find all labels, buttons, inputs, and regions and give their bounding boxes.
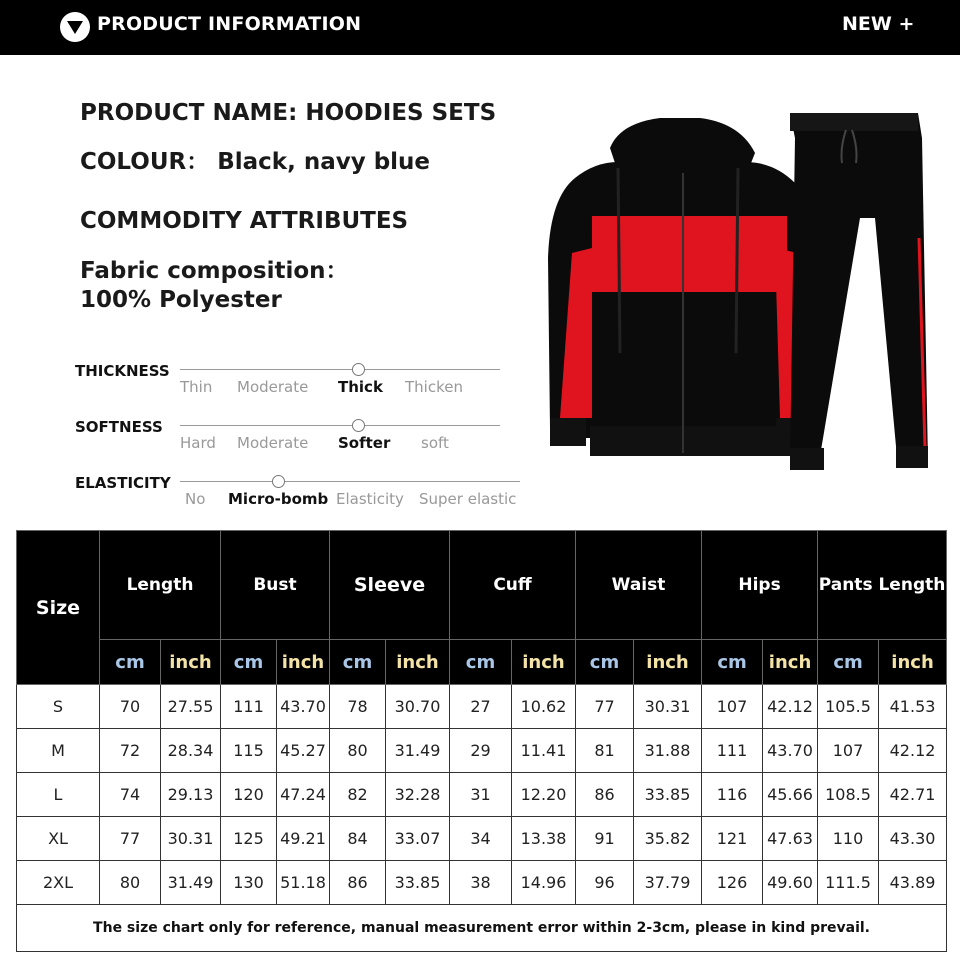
table-cell: 110 <box>818 817 879 861</box>
table-cell: 115 <box>221 729 277 773</box>
table-cell: 41.53 <box>879 685 947 729</box>
slider-option: Thicken <box>405 378 463 396</box>
unit-cm-header: cm <box>100 640 161 685</box>
size-column-header: Size <box>17 531 100 685</box>
size-cell: 2XL <box>17 861 100 905</box>
table-cell: 108.5 <box>818 773 879 817</box>
new-link[interactable]: NEW + <box>842 13 915 35</box>
size-cell: S <box>17 685 100 729</box>
table-cell: 126 <box>702 861 763 905</box>
unit-cm-header: cm <box>330 640 386 685</box>
slider-option: Micro-bomb <box>228 490 329 508</box>
slider-label: SOFTNESS <box>75 418 163 436</box>
table-cell: 77 <box>100 817 161 861</box>
slider-knob <box>352 363 365 376</box>
table-cell: 72 <box>100 729 161 773</box>
table-cell: 29 <box>450 729 512 773</box>
table-cell: 45.27 <box>277 729 330 773</box>
table-cell: 74 <box>100 773 161 817</box>
size-cell: M <box>17 729 100 773</box>
table-cell: 43.89 <box>879 861 947 905</box>
measurement-column-header: Hips <box>702 531 818 640</box>
table-cell: 27.55 <box>161 685 221 729</box>
table-cell: 107 <box>702 685 763 729</box>
unit-inch-header: inch <box>879 640 947 685</box>
table-cell: 81 <box>576 729 634 773</box>
measurement-column-header: Pants Length <box>818 531 947 640</box>
slider-option: Super elastic <box>419 490 517 508</box>
table-row <box>17 685 947 729</box>
table-cell: 43.70 <box>277 685 330 729</box>
table-cell: 51.18 <box>277 861 330 905</box>
hoodie-illustration <box>548 118 818 456</box>
table-cell: 80 <box>330 729 386 773</box>
fabric-label: Fabric composition： <box>80 258 349 284</box>
product-colour: COLOUR： Black, navy blue <box>80 149 431 175</box>
table-cell: 111 <box>702 729 763 773</box>
unit-inch-header: inch <box>512 640 576 685</box>
unit-inch-header: inch <box>277 640 330 685</box>
slider-track <box>180 481 520 482</box>
table-cell: 37.79 <box>634 861 702 905</box>
table-cell: 91 <box>576 817 634 861</box>
table-cell: 86 <box>576 773 634 817</box>
unit-cm-header: cm <box>702 640 763 685</box>
slider-option: Elasticity <box>336 490 404 508</box>
product-name: PRODUCT NAME: HOODIES SETS <box>80 100 497 126</box>
table-cell: 116 <box>702 773 763 817</box>
table-cell: 31 <box>450 773 512 817</box>
attributes-title: COMMODITY ATTRIBUTES <box>80 208 409 234</box>
pants-illustration <box>790 113 928 470</box>
measurement-column-header: Cuff <box>450 531 576 640</box>
slider-option: Hard <box>180 434 216 452</box>
table-cell: 45.66 <box>763 773 818 817</box>
unit-cm-header: cm <box>450 640 512 685</box>
fabric-value: 100% Polyester <box>80 287 282 313</box>
table-cell: 77 <box>576 685 634 729</box>
table-cell: 43.70 <box>763 729 818 773</box>
unit-inch-header: inch <box>634 640 702 685</box>
table-cell: 78 <box>330 685 386 729</box>
table-cell: 42.12 <box>879 729 947 773</box>
table-cell: 130 <box>221 861 277 905</box>
table-cell: 49.21 <box>277 817 330 861</box>
tracksuit-image <box>540 108 930 473</box>
slider-track <box>180 369 500 370</box>
unit-cm-header: cm <box>221 640 277 685</box>
table-cell: 111.5 <box>818 861 879 905</box>
unit-inch-header: inch <box>161 640 221 685</box>
table-cell: 31.49 <box>161 861 221 905</box>
table-cell: 120 <box>221 773 277 817</box>
unit-inch-header: inch <box>763 640 818 685</box>
slider-option: Moderate <box>237 378 309 396</box>
measurement-column-header: Bust <box>221 531 330 640</box>
slider-option: soft <box>421 434 449 452</box>
size-cell: L <box>17 773 100 817</box>
table-cell: 13.38 <box>512 817 576 861</box>
measurement-column-header: Waist <box>576 531 702 640</box>
table-cell: 121 <box>702 817 763 861</box>
unit-cm-header: cm <box>818 640 879 685</box>
table-cell: 82 <box>330 773 386 817</box>
unit-cm-header: cm <box>576 640 634 685</box>
table-row <box>17 773 947 817</box>
measurement-column-header: Length <box>100 531 221 640</box>
table-cell: 29.13 <box>161 773 221 817</box>
table-cell: 11.41 <box>512 729 576 773</box>
slider-knob <box>352 419 365 432</box>
table-row <box>17 729 947 773</box>
table-cell: 33.85 <box>386 861 450 905</box>
table-cell: 38 <box>450 861 512 905</box>
table-cell: 32.28 <box>386 773 450 817</box>
table-cell: 33.07 <box>386 817 450 861</box>
table-cell: 30.31 <box>634 685 702 729</box>
slider-track <box>180 425 500 426</box>
table-cell: 47.63 <box>763 817 818 861</box>
table-cell: 14.96 <box>512 861 576 905</box>
table-cell: 84 <box>330 817 386 861</box>
table-cell: 28.34 <box>161 729 221 773</box>
table-cell: 10.62 <box>512 685 576 729</box>
table-cell: 107 <box>818 729 879 773</box>
table-cell: 49.60 <box>763 861 818 905</box>
unit-inch-header: inch <box>386 640 450 685</box>
table-cell: 34 <box>450 817 512 861</box>
slider-option: Moderate <box>237 434 309 452</box>
table-cell: 31.88 <box>634 729 702 773</box>
slider-option: Thick <box>338 378 383 396</box>
table-cell: 42.71 <box>879 773 947 817</box>
slider-knob <box>272 475 285 488</box>
table-cell: 70 <box>100 685 161 729</box>
header-title: PRODUCT INFORMATION <box>97 13 362 35</box>
slider-label: THICKNESS <box>75 362 170 380</box>
table-cell: 33.85 <box>634 773 702 817</box>
size-chart-table <box>16 530 947 952</box>
header-bar <box>0 0 960 55</box>
table-cell: 80 <box>100 861 161 905</box>
size-cell: XL <box>17 817 100 861</box>
measurement-column-header: Sleeve <box>330 531 450 640</box>
table-cell: 43.30 <box>879 817 947 861</box>
table-cell: 96 <box>576 861 634 905</box>
slider-option: Thin <box>180 378 213 396</box>
table-cell: 35.82 <box>634 817 702 861</box>
size-chart-note: The size chart only for reference, manual measurement error within 2-3cm, please in kind prevail. <box>17 905 947 952</box>
table-cell: 12.20 <box>512 773 576 817</box>
table-row <box>17 861 947 905</box>
table-row <box>17 817 947 861</box>
table-cell: 125 <box>221 817 277 861</box>
table-cell: 47.24 <box>277 773 330 817</box>
slider-label: ELASTICITY <box>75 474 171 492</box>
slider-option: Softer <box>338 434 391 452</box>
table-cell: 42.12 <box>763 685 818 729</box>
dropdown-triangle-icon <box>60 12 90 42</box>
table-cell: 30.70 <box>386 685 450 729</box>
table-cell: 86 <box>330 861 386 905</box>
table-cell: 105.5 <box>818 685 879 729</box>
table-cell: 30.31 <box>161 817 221 861</box>
slider-option: No <box>185 490 206 508</box>
table-cell: 111 <box>221 685 277 729</box>
table-cell: 27 <box>450 685 512 729</box>
table-cell: 31.49 <box>386 729 450 773</box>
